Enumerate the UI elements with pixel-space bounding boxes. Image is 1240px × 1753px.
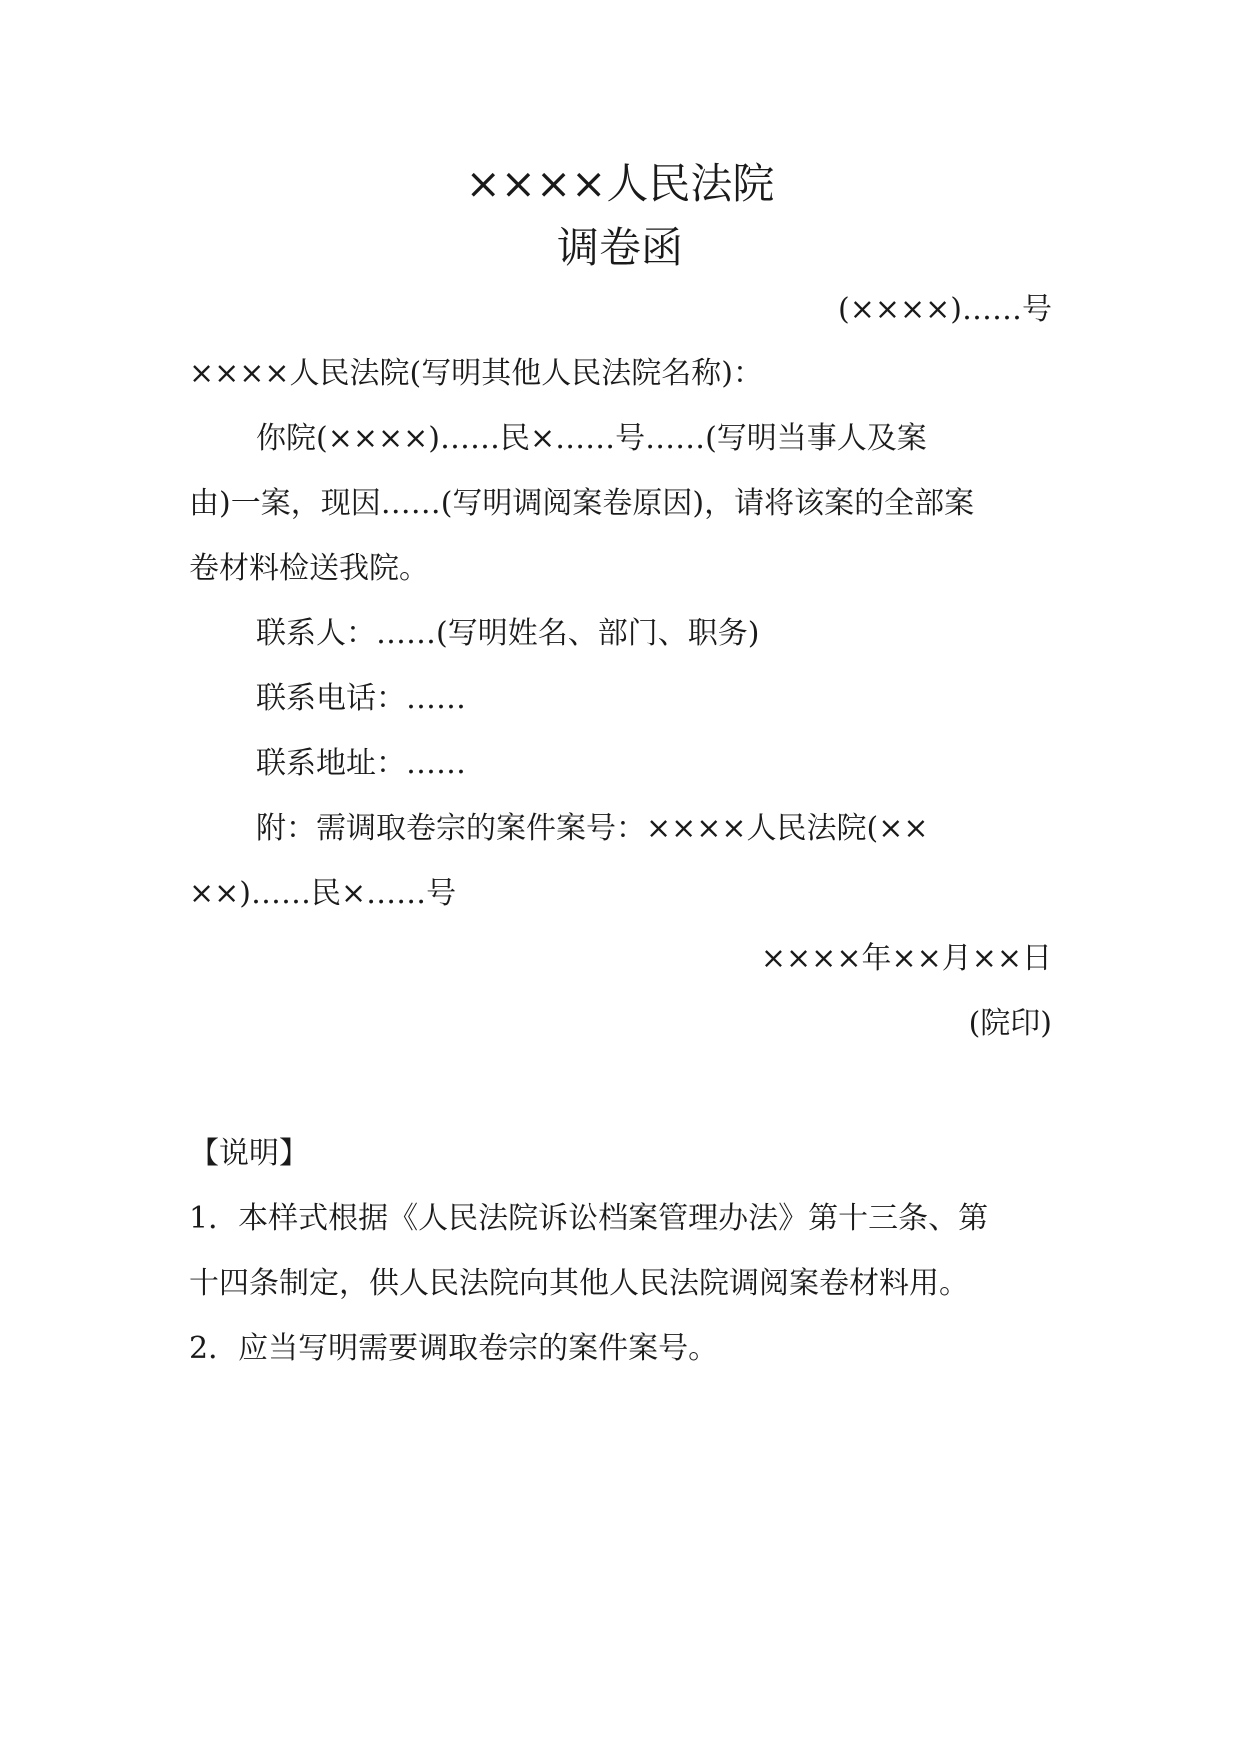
body-line: 由)一案，现因……(写明调阅案卷原因)，请将该案的全部案 [189,486,975,521]
body-line: 你院(××××)……民×……号……(写明当事人及案 [256,421,927,456]
document-title: 调卷函 [556,223,683,272]
case-number: (××××)……号 [838,292,1052,327]
note-line: 十四条制定，供人民法院向其他人民法院调阅案卷材料用。 [189,1266,969,1301]
issue-date: ××××年××月××日 [760,941,1052,976]
court-seal: (院印) [968,1006,1052,1041]
attachment-line: ××)……民×……号 [189,876,457,911]
notes-heading: 【说明】 [189,1136,309,1171]
court-name-heading: ××××人民法院 [465,159,775,208]
contact-person: 联系人：……(写明姓名、部门、职务) [256,616,760,651]
contact-phone: 联系电话：…… [256,681,466,716]
body-line: 卷材料检送我院。 [189,551,429,586]
attachment-line: 附：需调取卷宗的案件案号：××××人民法院(×× [256,811,929,846]
addressee: ××××人民法院(写明其他人民法院名称)： [189,356,763,391]
note-line: 2．应当写明需要调取卷宗的案件案号。 [189,1331,719,1366]
note-line: 1．本样式根据《人民法院诉讼档案管理办法》第十三条、第 [189,1201,989,1236]
contact-address: 联系地址：…… [256,746,466,781]
